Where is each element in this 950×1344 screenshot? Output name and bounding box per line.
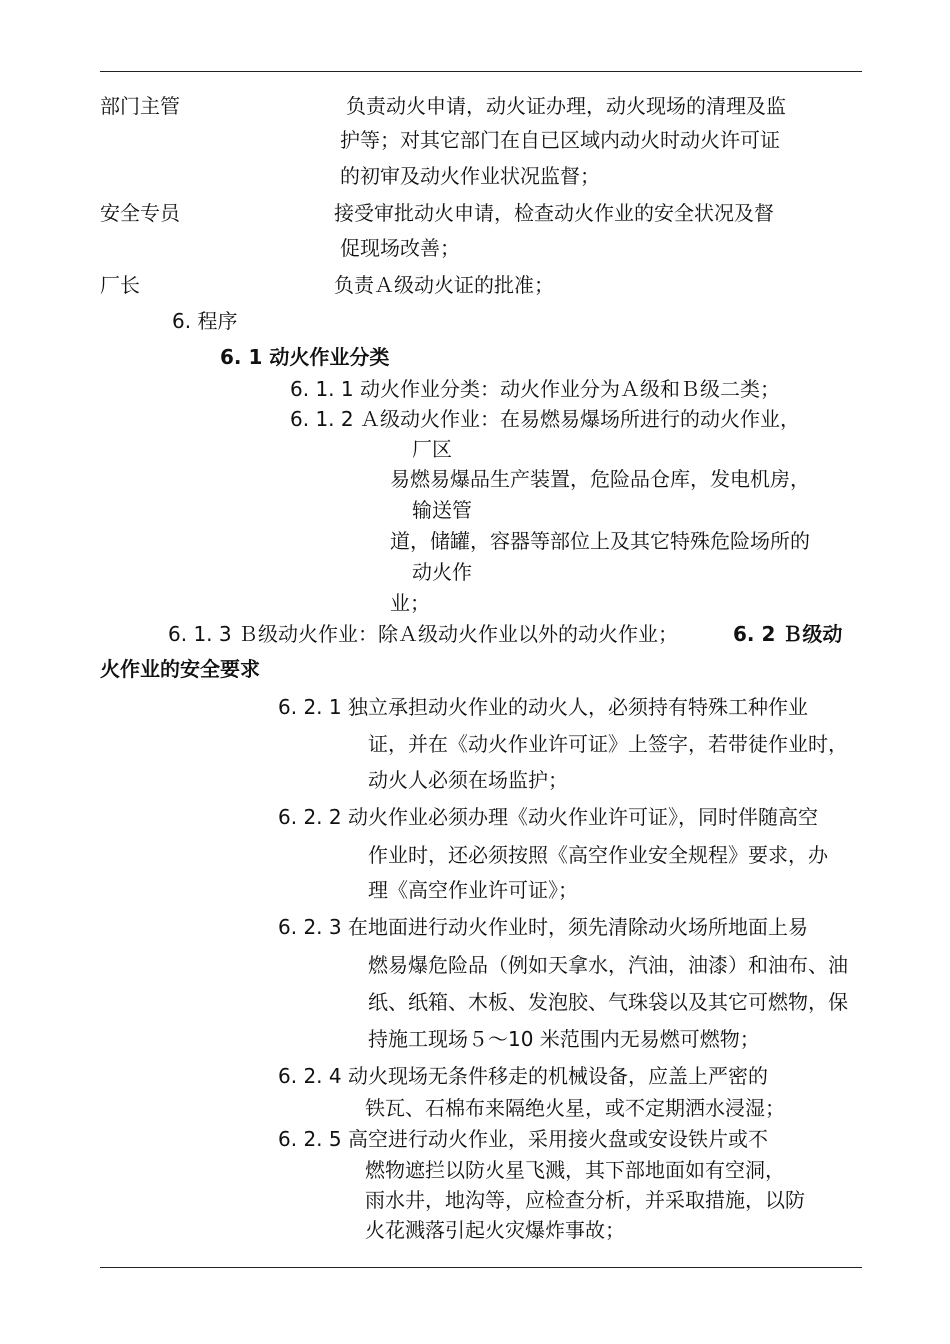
item-6-2-3-line: 纸、纸箱、木板、发泡胶、气珠袋以及其它可燃物，保 bbox=[368, 990, 848, 1014]
role-title-safety-officer: 安全专员 bbox=[100, 201, 180, 225]
item-6-1-2-line: 6. 1. 2 Ａ级动火作业：在易燃易爆场所进行的动火作业， bbox=[290, 407, 800, 431]
item-6-2-1-line: 6. 2. 1 独立承担动火作业的动火人，必须持有特殊工种作业 bbox=[278, 695, 808, 719]
item-6-2-4-line: 铁瓦、石棉布来隔绝火星，或不定期洒水浸湿； bbox=[365, 1096, 785, 1120]
item-6-1-2-line: 易燃易爆品生产装置，危险品仓库，发电机房， bbox=[390, 467, 810, 491]
item-6-2-5-line: 火花溅落引起火灾爆炸事故； bbox=[365, 1218, 625, 1242]
footer-rule bbox=[100, 1267, 862, 1268]
item-6-2-5-line: 燃物遮拦以防火星飞溅，其下部地面如有空洞， bbox=[365, 1158, 785, 1182]
item-6-2-5-line: 雨水井，地沟等，应检查分析，并采取措施，以防 bbox=[365, 1188, 805, 1212]
role-desc-line: 的初审及动火作业状况监督； bbox=[340, 164, 600, 188]
section-heading-procedure: 6. 程序 bbox=[172, 309, 238, 333]
role-desc-line: 接受审批动火申请，检查动火作业的安全状况及督 bbox=[334, 201, 774, 225]
item-6-1-2-line: 输送管 bbox=[412, 498, 472, 522]
role-title-dept-manager: 部门主管 bbox=[100, 94, 180, 118]
item-6-1-1: 6. 1. 1 动火作业分类：动火作业分为Ａ级和Ｂ级二类； bbox=[290, 377, 780, 401]
item-6-1-3: 6. 1. 3 Ｂ级动火作业：除Ａ级动火作业以外的动火作业； bbox=[168, 622, 678, 646]
item-6-2-3-line: 6. 2. 3 在地面进行动火作业时，须先清除动火场所地面上易 bbox=[278, 915, 808, 939]
item-6-2-3-line: 燃易爆危险品（例如天拿水，汽油，油漆）和油布、油 bbox=[368, 953, 848, 977]
item-6-1-2-line: 业； bbox=[390, 591, 430, 615]
item-6-2-5-line: 6. 2. 5 高空进行动火作业，采用接火盘或安设铁片或不 bbox=[278, 1127, 768, 1151]
item-6-1-2-line: 道，储罐，容器等部位上及其它特殊危险场所的 bbox=[390, 529, 810, 553]
subsection-heading-6-2-cont: 火作业的安全要求 bbox=[100, 657, 260, 681]
header-rule bbox=[100, 71, 862, 72]
item-6-2-3-line: 持施工现场５～10 米范围内无易燃可燃物； bbox=[368, 1027, 760, 1051]
item-6-1-2-line: 动火作 bbox=[412, 560, 472, 584]
role-desc-line: 负责Ａ级动火证的批准； bbox=[334, 273, 554, 297]
item-6-2-2-line: 理《高空作业许可证》； bbox=[368, 878, 578, 902]
role-desc-line: 护等；对其它部门在自已区域内动火时动火许可证 bbox=[340, 128, 780, 152]
item-6-2-1-line: 动火人必须在场监护； bbox=[368, 768, 568, 792]
subsection-heading-6-1: 6. 1 动火作业分类 bbox=[220, 345, 390, 369]
role-desc-line: 负责动火申请，动火证办理，动火现场的清理及监 bbox=[346, 94, 786, 118]
item-6-1-2-line: 厂区 bbox=[412, 437, 452, 461]
item-6-2-4-line: 6. 2. 4 动火现场无条件移走的机械设备，应盖上严密的 bbox=[278, 1064, 768, 1088]
role-desc-line: 促现场改善； bbox=[340, 236, 460, 260]
item-6-2-2-line: 作业时，还必须按照《高空作业安全规程》要求，办 bbox=[368, 843, 828, 867]
subsection-heading-6-2: 6. 2 Ｂ级动 bbox=[733, 622, 843, 646]
item-6-2-1-line: 证，并在《动火作业许可证》上签字，若带徒作业时， bbox=[368, 732, 848, 756]
role-title-plant-manager: 厂长 bbox=[100, 273, 140, 297]
item-6-2-2-line: 6. 2. 2 动火作业必须办理《动火作业许可证》，同时伴随高空 bbox=[278, 805, 818, 829]
